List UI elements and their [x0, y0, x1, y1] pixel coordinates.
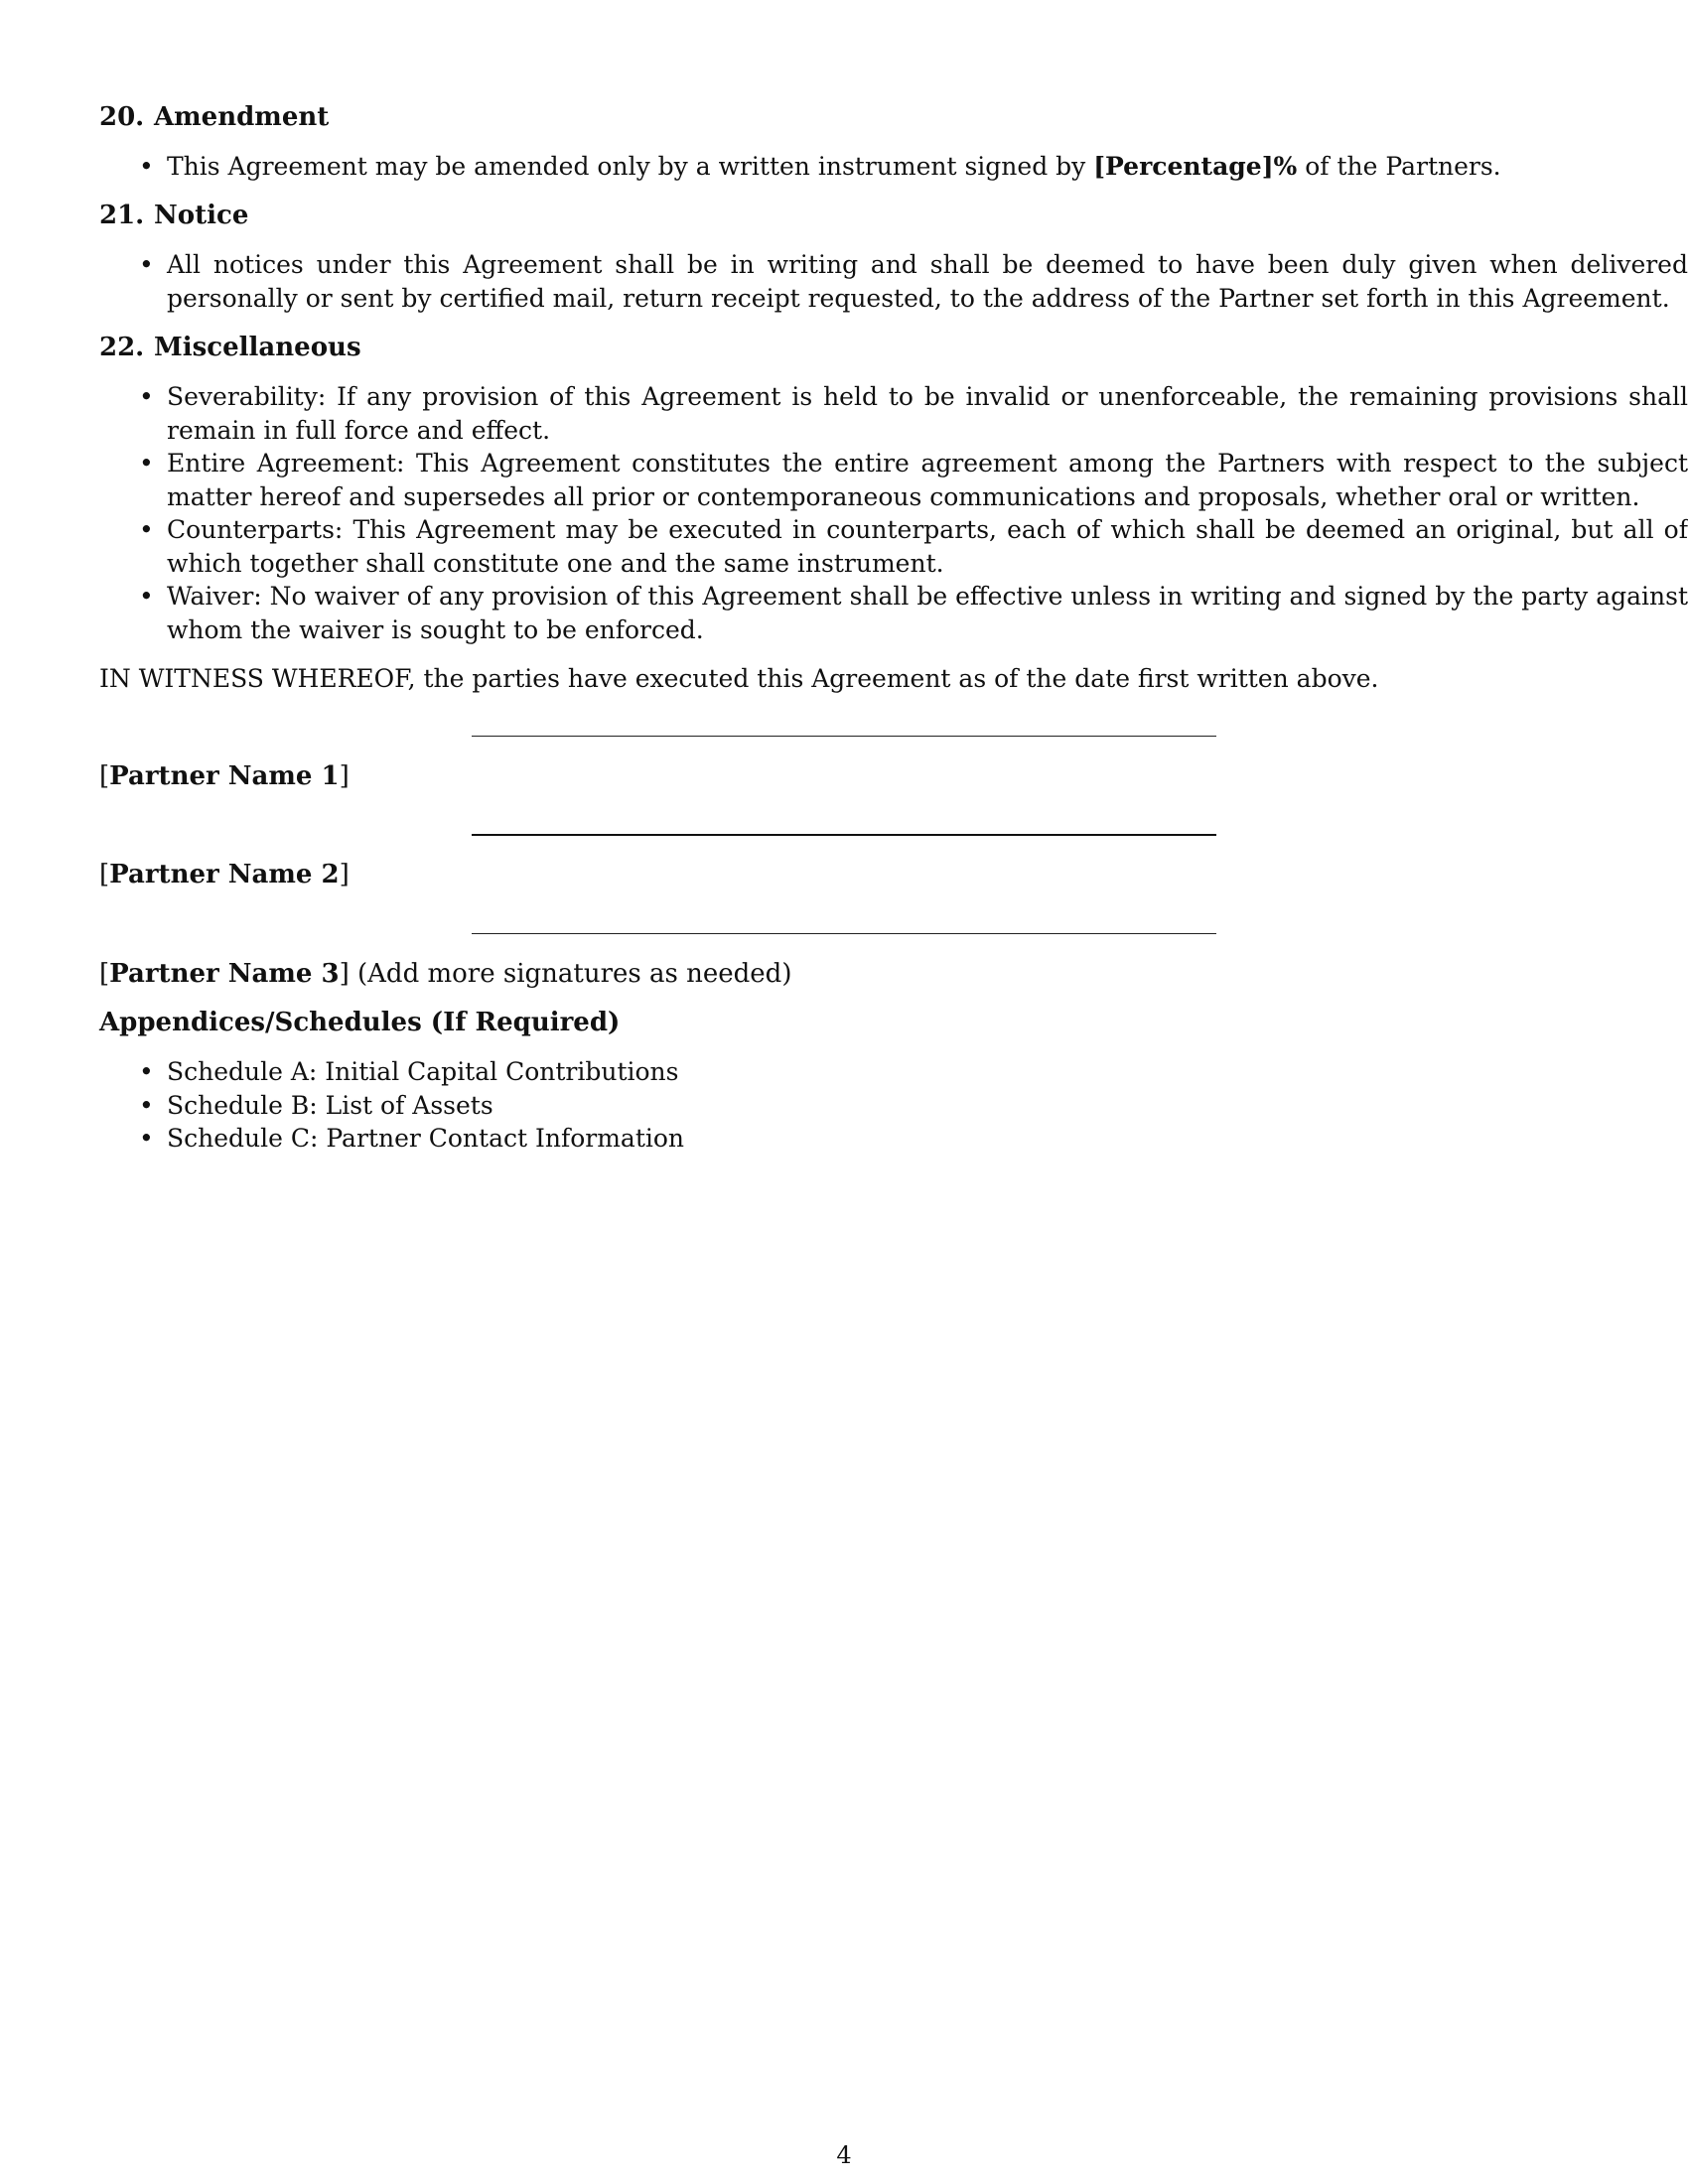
list-item: • Severability: If any provision of this Agreement is held to be invalid or unenforceable, the remaining provisions shall remain in full force and effect. — [139, 380, 1688, 447]
appendices-list — [139, 1055, 1688, 1156]
list-item — [139, 150, 1688, 184]
percentage-sign: ]% — [1261, 152, 1298, 181]
percentage-placeholder: [Percentage — [1093, 152, 1262, 181]
signature-line — [472, 834, 1216, 836]
signature-name-3: [Partner Name 3] (Add more signatures as needed) — [99, 959, 792, 989]
page-number: 4 — [836, 2141, 852, 2169]
amendment-text-before: This Agreement may be amended only by a written instrument signed by — [167, 152, 1094, 181]
section-20-heading — [99, 101, 329, 133]
section-21-list — [139, 248, 1688, 315]
section-title: Notice — [154, 201, 249, 230]
amendment-text-after: of the Partners. — [1297, 152, 1501, 181]
appendices-heading: Appendices/Schedules (If Required) — [99, 1008, 621, 1037]
section-number: 21. — [99, 201, 145, 230]
list-item: • Schedule C: Partner Contact Information — [139, 1122, 1688, 1156]
list-item: • All notices under this Agreement shall be in writing and shall be deemed to have been duly given when delivered personally or sent by certified mail, return receipt requested, to the address of the Partner set forth in this Agreement. — [139, 248, 1688, 315]
section-21-heading — [99, 200, 248, 231]
section-20-list — [139, 150, 1688, 184]
signature-line — [472, 933, 1216, 934]
list-item: • Schedule A: Initial Capital Contributions — [139, 1055, 1688, 1089]
section-22-list — [139, 380, 1688, 646]
signature-name-2: [Partner Name 2] — [99, 860, 350, 889]
witness-statement: IN WITNESS WHEREOF, the parties have executed this Agreement as of the date first written above. — [99, 664, 1379, 693]
list-item: • Waiver: No waiver of any provision of this Agreement shall be effective unless in writing and signed by the party against whom the waiver is sought to be enforced. — [139, 580, 1688, 646]
section-number: 22. — [99, 333, 145, 362]
section-title: Miscellaneous — [154, 333, 361, 362]
partner-name: Partner Name 2 — [109, 860, 340, 889]
partner-name: Partner Name 1 — [109, 761, 340, 791]
section-22-heading — [99, 332, 361, 363]
list-item: • Schedule B: List of Assets — [139, 1089, 1688, 1123]
signature-note: (Add more signatures as needed) — [349, 959, 792, 989]
signature-name-1: [Partner Name 1] — [99, 761, 350, 791]
list-item: • Entire Agreement: This Agreement constitutes the entire agreement among the Partners with respect to the subject matter hereof and supersedes all prior or contemporaneous communications and proposals, whether oral or written. — [139, 447, 1688, 513]
section-number: 20. — [99, 102, 145, 132]
list-item: • Counterparts: This Agreement may be executed in counterparts, each of which shall be deemed an original, but all of which together shall constitute one and the same instrument. — [139, 513, 1688, 580]
signature-line — [472, 736, 1216, 737]
section-title: Amendment — [154, 102, 330, 132]
partner-name: Partner Name 3 — [109, 959, 340, 989]
